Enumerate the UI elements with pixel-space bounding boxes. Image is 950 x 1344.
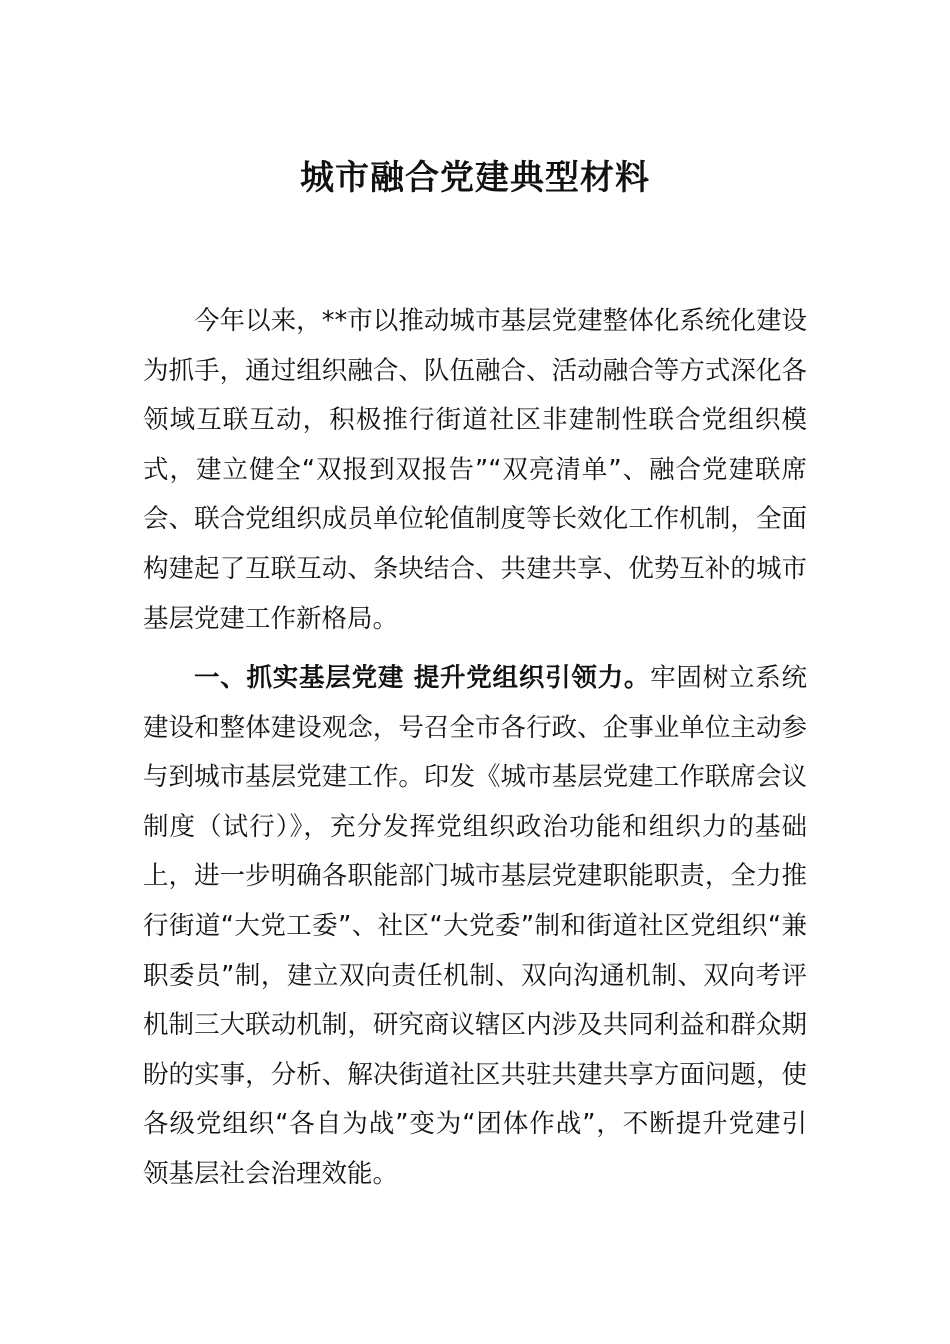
paragraph-intro	[143, 297, 807, 644]
section-1-heading: 一、抓实基层党建 提升党组织引领力。	[194, 663, 651, 693]
document-title: 城市融合党建典型材料	[300, 158, 650, 198]
paragraph-intro-text: 今年以来，**市以推动城市基层党建整体化系统化建设为抓手，通过组织融合、队伍融合、活动融合等方式深化各领域互联互动，积极推行街道社区非建制性联合党组织模式，建立健全“双报到双报告”“双亮清单”、融合党建联席会、联合党组织成员单位轮值制度等长效化工作机制，全面构建起了互联互动、条块结合、共建共享、优势互补的城市基层党建工作新格局。	[143, 306, 807, 634]
paragraph-section-1	[143, 654, 807, 1200]
section-1-text: 牢固树立系统建设和整体建设观念，号召全市各行政、企事业单位主动参与到城市基层党建工作。印发《城市基层党建工作联席会议制度（试行）》，充分发挥党组织政治功能和组织力的基础上，进一步明确各职能部门城市基层党建职能职责，全力推行街道“大党工委”、社区“大党委”制和街道社区党组织“兼职委员”制，建立双向责任机制、双向沟通机制、双向考评机制三大联动机制，研究商议辖区内涉及共同利益和群众期盼的实事，分析、解决街道社区共驻共建共享方面问题，使各级党组织“各自为战”变为“团体作战”，不断提升党建引领基层社会治理效能。	[143, 663, 807, 1189]
